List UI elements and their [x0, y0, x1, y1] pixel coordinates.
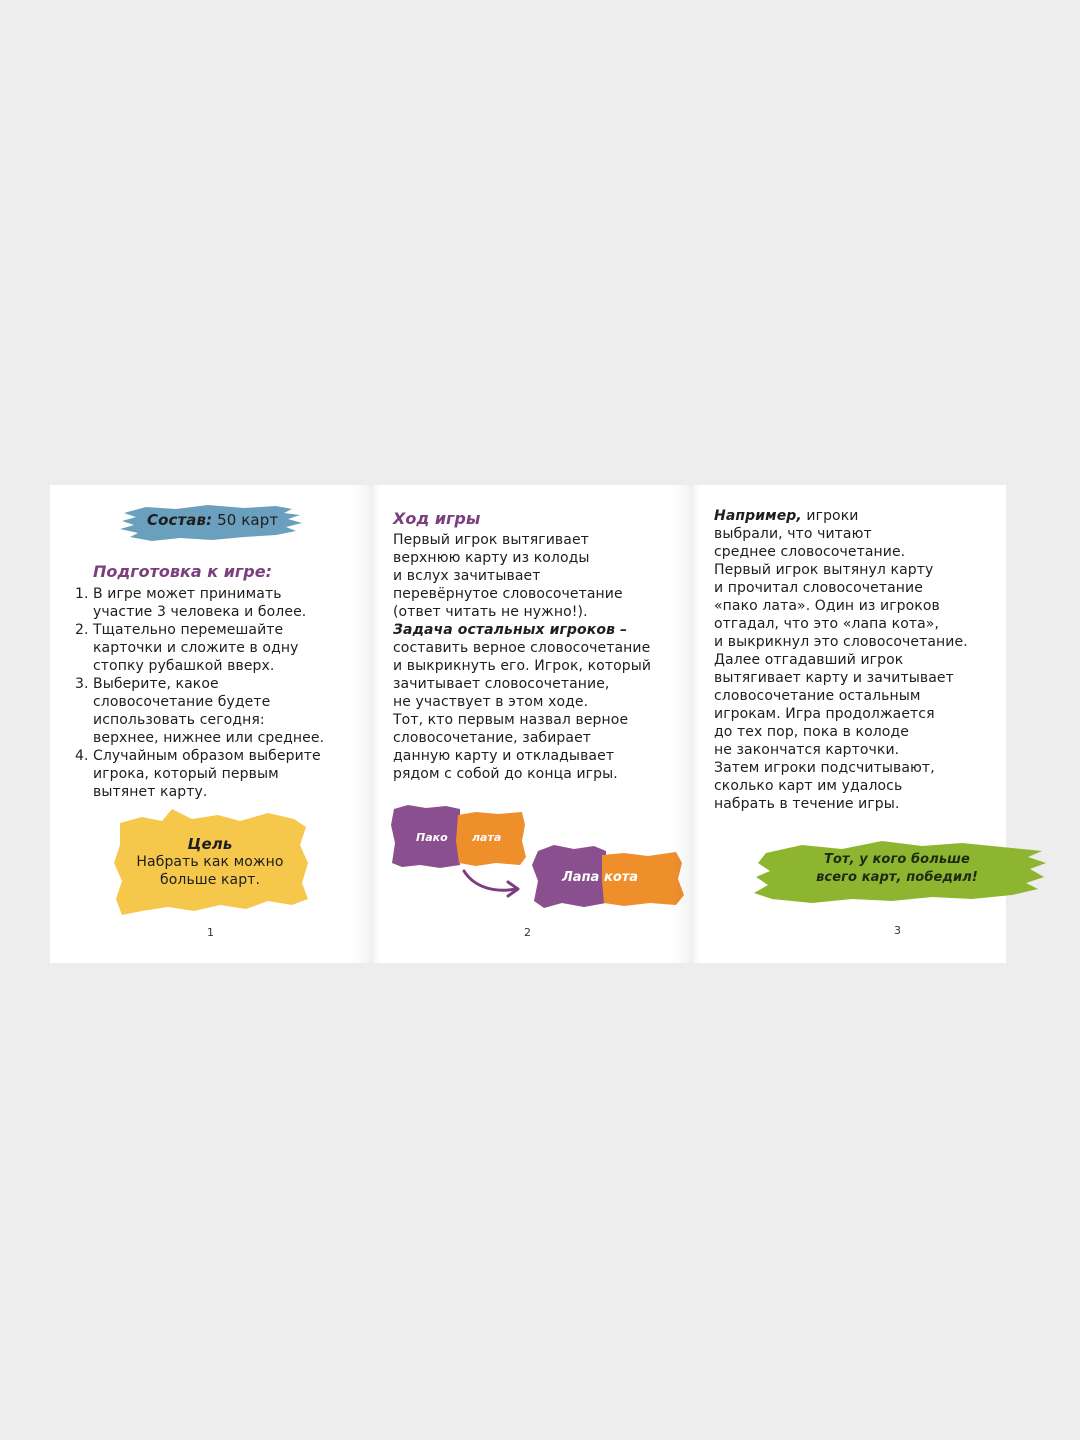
goal-line-1: Набрать как можно	[136, 854, 284, 870]
rule-line: использовать сегодня:	[93, 712, 265, 728]
example-line: вытягивает карту и зачитывает	[714, 670, 954, 686]
example-line: Затем игроки подсчитывают,	[714, 760, 935, 776]
card-after-word-2: кота	[604, 870, 639, 885]
rule-item	[75, 621, 365, 675]
example-line: набрать в течение игры.	[714, 796, 900, 812]
rule-number: 4.	[75, 748, 89, 764]
rule-line: вытянет карту.	[93, 784, 208, 800]
rule-line: словосочетание будете	[93, 694, 271, 710]
para3-line-4: рядом с собой до конца игры.	[393, 766, 618, 782]
para2-line-3: зачитывает словосочетание,	[393, 676, 610, 692]
page-number-3: 3	[894, 924, 901, 937]
winner-text	[772, 851, 1022, 887]
example-line: отгадал, что это «лапа кота»,	[714, 616, 940, 632]
prep-heading: Подготовка к игре:	[93, 562, 272, 581]
example-line: словосочетание остальным	[714, 688, 921, 704]
para1-line-3: и вслух зачитывает	[393, 568, 541, 584]
rule-item	[75, 585, 365, 621]
example-line: выбрали, что читают	[714, 526, 872, 542]
para2-line-1: составить верное словосочетание	[393, 640, 651, 656]
rule-line: игрока, который первым	[93, 766, 279, 782]
rule-line: стопку рубашкой вверх.	[93, 658, 275, 674]
para2-line-2: и выкрикнуть его. Игрок, который	[393, 658, 652, 674]
winner-line-1: Тот, у кого больше	[824, 852, 970, 867]
example-line: игрокам. Игра продолжается	[714, 706, 935, 722]
goal-line-2: больше карт.	[160, 872, 260, 888]
para1-line-4: перевёрнутое словосочетание	[393, 586, 623, 602]
composition-line	[147, 511, 278, 529]
example-line: сколько карт им удалось	[714, 778, 903, 794]
rule-line: карточки и сложите в одну	[93, 640, 299, 656]
para1-line-5: (ответ читать не нужно!).	[393, 604, 588, 620]
rule-line: В игре может принимать	[93, 586, 282, 602]
rule-line: верхнее, нижнее или среднее.	[93, 730, 325, 746]
example-label: Например,	[714, 508, 802, 524]
example-line-0	[714, 507, 1004, 525]
rule-line: участие 3 человека и более.	[93, 604, 307, 620]
rule-number: 3.	[75, 676, 89, 692]
fold-shadow-2	[670, 485, 700, 963]
para1-line-2: верхнюю карту из колоды	[393, 550, 590, 566]
example-line: и выкрикнул это словосочетание.	[714, 634, 968, 650]
page-number-1: 1	[207, 926, 214, 939]
composition-label: Состав:	[147, 511, 213, 529]
para3-line-3: данную карту и откладывает	[393, 748, 615, 764]
example-line: среднее словосочетание.	[714, 544, 906, 560]
example-line: Первый игрок вытянул карту	[714, 562, 934, 578]
rule-number: 1.	[75, 586, 89, 602]
rule-line: Случайным образом выберите	[93, 748, 321, 764]
goal-block	[108, 835, 312, 889]
page-1	[50, 485, 368, 963]
page-3	[688, 485, 1006, 963]
page-number-2: 2	[524, 926, 531, 939]
card-before-word-2: лата	[472, 831, 502, 844]
card-after-word-1: Лапа	[562, 870, 600, 885]
prep-rules-list	[75, 585, 365, 801]
para3-line-1: Тот, кто первым назвал верное	[393, 712, 629, 728]
winner-line-2: всего карт, победил!	[816, 870, 978, 885]
para1-line-1: Первый игрок вытягивает	[393, 532, 589, 548]
game-flow-heading: Ход игры	[393, 509, 481, 528]
example-line: Далее отгадавший игрок	[714, 652, 904, 668]
para3-line-2: словосочетание, забирает	[393, 730, 592, 746]
rules-booklet	[50, 485, 1006, 963]
example-line: «пако лата». Один из игроков	[714, 598, 940, 614]
task-label: Задача остальных игроков –	[393, 622, 628, 638]
goal-title: Цель	[187, 835, 233, 853]
example-line: до тех пор, пока в колоде	[714, 724, 909, 740]
rule-line: Выберите, какое	[93, 676, 219, 692]
example-line: и прочитал словосочетание	[714, 580, 923, 596]
composition-value: 50 карт	[217, 511, 279, 529]
example-text	[714, 507, 1004, 813]
card-before-word-1: Пако	[416, 831, 448, 844]
para2-line-4: не участвует в этом ходе.	[393, 694, 589, 710]
example-lines	[714, 525, 1004, 813]
rule-item	[75, 675, 365, 747]
game-flow-text	[393, 531, 683, 783]
rule-line: Тщательно перемешайте	[93, 622, 284, 638]
page-2	[368, 485, 688, 963]
rule-number: 2.	[75, 622, 89, 638]
arrow-icon	[460, 865, 524, 899]
example-line: не закончатся карточки.	[714, 742, 900, 758]
fold-shadow-1	[350, 485, 380, 963]
example-first-line-rest: игроки	[801, 508, 859, 524]
rule-item	[75, 747, 365, 801]
